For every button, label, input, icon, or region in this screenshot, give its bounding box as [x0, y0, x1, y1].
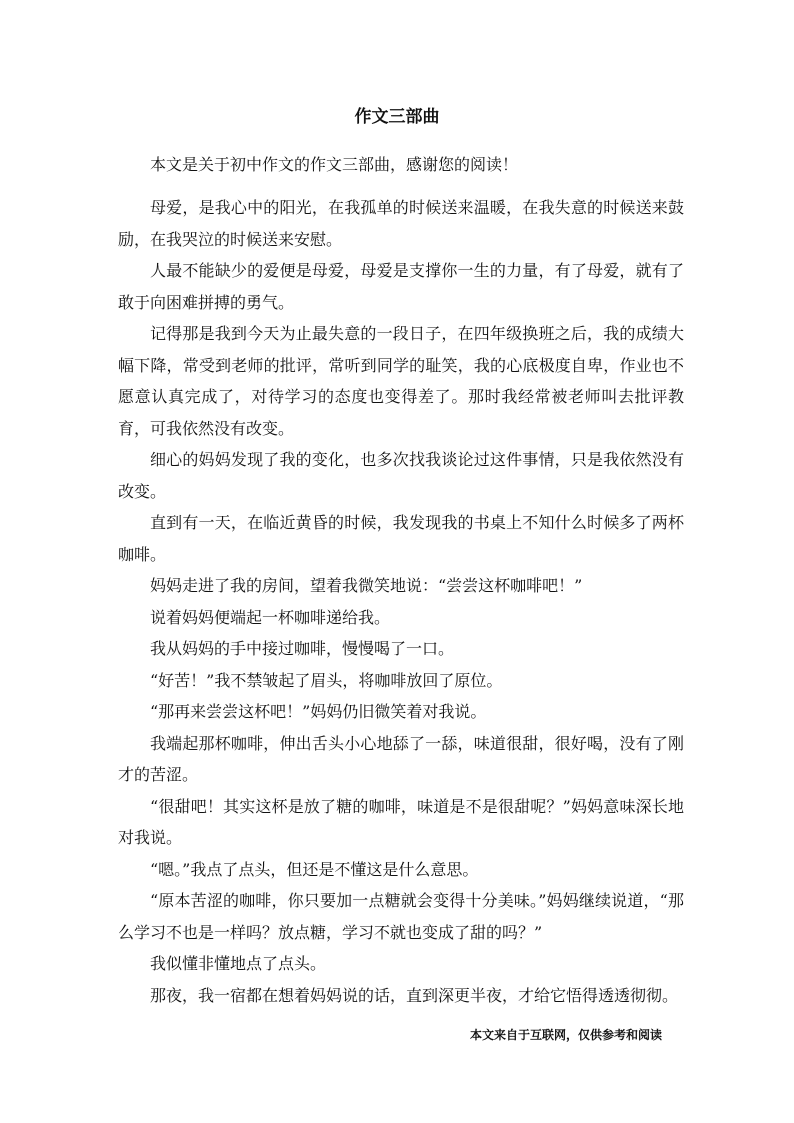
paragraph: 直到有一天，在临近黄昏的时候，我发现我的书桌上不知什么时候多了两杯咖啡。 — [118, 513, 684, 564]
paragraph: 妈妈走进了我的房间，望着我微笑地说：“尝尝这杯咖啡吧！” — [150, 576, 583, 595]
essay-body — [118, 192, 684, 1011]
document-title: 作文三部曲 — [354, 107, 440, 127]
paragraph: “原本苦涩的咖啡，你只要加一点糖就会变得十分美味。”妈妈继续说道，“那么学习不也是一样吗？放点糖，学习不就也变成了甜的吗？” — [118, 891, 684, 942]
intro-text: 本文是关于初中作文的作文三部曲，感谢您的阅读！ — [150, 155, 519, 174]
paragraph: 母爱，是我心中的阳光，在我孤单的时候送来温暖，在我失意的时候送来鼓励，在我哭泣的时候送来安慰。 — [118, 198, 684, 249]
paragraph: 细心的妈妈发现了我的变化，也多次找我谈论过这件事情，只是我依然没有改变。 — [118, 450, 684, 501]
paragraph: 人最不能缺少的爱便是母爱，母爱是支撑你一生的力量，有了母爱，就有了敢于向困难拼搏的勇气。 — [118, 261, 684, 312]
paragraph: 说着妈妈便端起一杯咖啡递给我。 — [150, 607, 391, 627]
footer-note: 本文来自于互联网，仅供参考和阅读 — [470, 1028, 663, 1042]
paragraph: “嗯。”我点了点头，但还是不懂这是什么意思。 — [150, 859, 479, 879]
paragraph: “好苦！”我不禁皱起了眉头，将咖啡放回了原位。 — [150, 670, 503, 690]
paragraph: 我端起那杯咖啡，伸出舌头小心地舔了一舔，味道很甜，很好喝，没有了刚才的苦涩。 — [118, 733, 684, 784]
paragraph: “那再来尝尝这杯吧！”妈妈仍旧微笑着对我说。 — [150, 702, 487, 721]
paragraph: “很甜吧！其实这杯是放了糖的咖啡，味道是不是很甜呢？”妈妈意味深长地对我说。 — [118, 796, 684, 847]
paragraph: 那夜，我一宿都在想着妈妈说的话，直到深更半夜，才给它悟得透透彻彻。 — [150, 985, 679, 1005]
paragraph: 我似懂非懂地点了点头。 — [150, 954, 327, 973]
paragraph: 记得那是我到今天为止最失意的一段日子，在四年级换班之后，我的成绩大幅下降，常受到老师的批评，常听到同学的耻笑，我的心底极度自卑，作业也不愿意认真完成了，对待学习的态度也变得差了。那时我经常被老师叫去批评教育，可我依然没有改变。 — [118, 324, 684, 438]
paragraph: 我从妈妈的手中接过咖啡，慢慢喝了一口。 — [150, 639, 455, 658]
